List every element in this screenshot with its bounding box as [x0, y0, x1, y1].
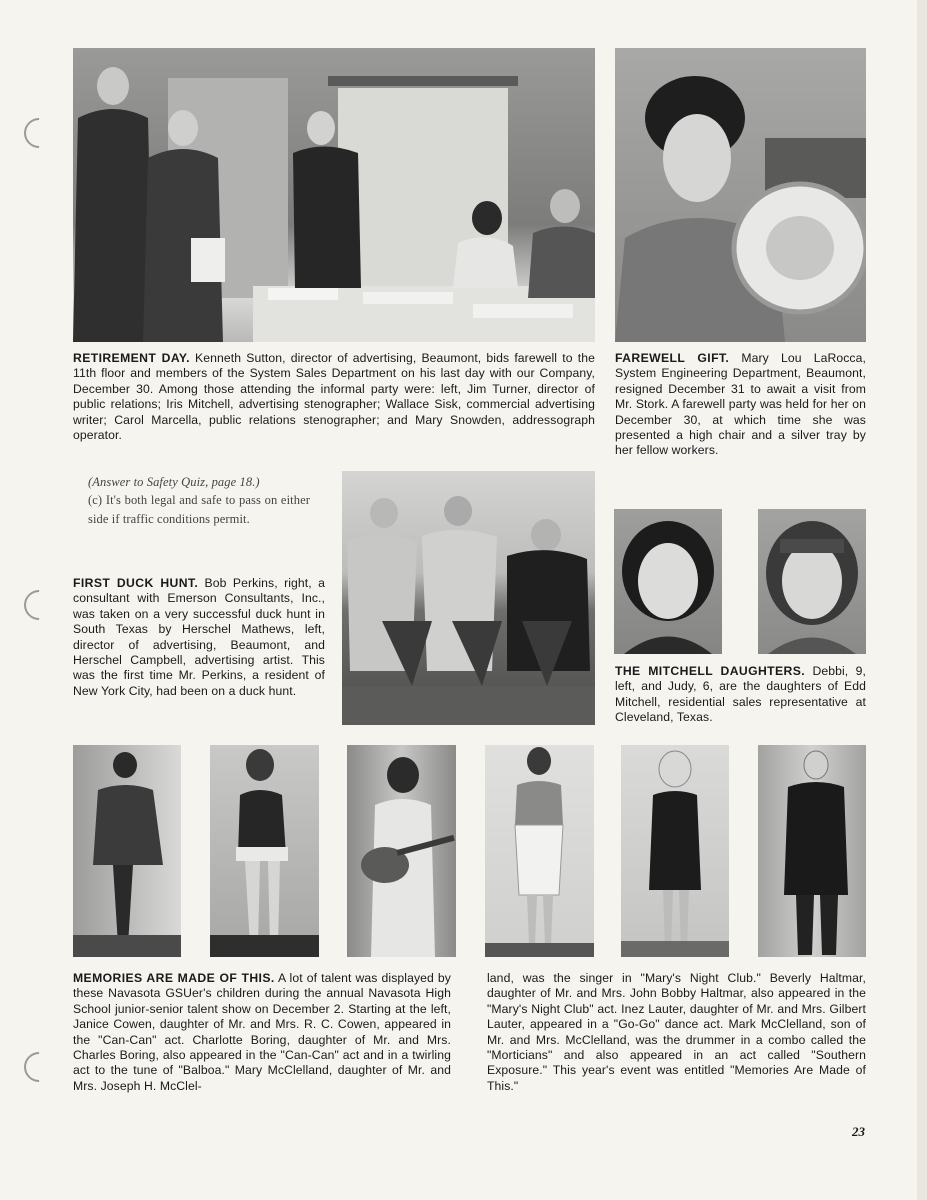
- safety-quiz-text: (c) It's both legal and safe to pass on either side if traffic conditions permit.: [88, 493, 310, 526]
- memories-caption-left: [73, 971, 451, 1094]
- memories-caption-right: [487, 971, 866, 1094]
- judy-mitchell-photo: [758, 509, 866, 654]
- caption-body: land, was the singer in "Mary's Night Club." Beverly Haltmar, daughter of Mr. and Mrs. John Bobby Haltmar, also appeared in the "Mary's Night Club" act. Inez Lauter, daughter of Mr. and Mrs. Gilbert Lauter, appeared in a "Go-Go" dance act. Mark McClelland, son of Mr. and Mrs. McClelland, was the drummer in a combo called the "Morticians" and also appeared in an act called "Southern Exposure." This year's event was entitled "Memories Are Made of This.": [487, 971, 866, 1093]
- page-edge: [917, 0, 927, 1200]
- retirement-party-photo: [73, 48, 595, 342]
- talent-photo-charlotte-boring: [210, 745, 319, 957]
- larocca-farewell-photo: [615, 48, 866, 342]
- talent-photo-beverly-haltmar: [485, 745, 594, 957]
- caption-body: Debbi, 9, left, and Judy, 6, are the daughters of Edd Mitchell, residential sales representative at Cleveland, Texas.: [615, 664, 867, 725]
- duck-hunt-caption: [73, 576, 325, 699]
- page-number: 23: [852, 1124, 865, 1139]
- caption-body: A lot of talent was displayed by these Navasota GSUer's children during the annual Navasota High School junior-senior talent show on December 2. Starting at the left, Janice Cowen, daughter of Mr. and Mrs. R. C. Cowen, appeared in the "Can-Can" act. Charlotte Boring, daughter of Mr. and Mrs. Charles Boring, also appeared in the "Can-Can" act and in a twirling act to the tune of "Balboa." Mary McClelland, daughter of Mr. and Mrs. Joseph H. McClel-: [73, 971, 451, 1093]
- talent-photo-mary-mcclelland: [347, 745, 456, 957]
- caption-heading: FIRST DUCK HUNT.: [73, 576, 199, 590]
- caption-body: Mary Lou LaRocca, System Engineering Department, Beaumont, resigned December 31 to await a visit from Mr. Stork. A farewell party was held for her on December 30, at which time she was presented a high chair and a silver tray by her fellow workers.: [615, 351, 866, 458]
- caption-body: Bob Perkins, right, a consultant with Emerson Consultants, Inc., was taken on a very successful duck hunt in South Texas by Herschel Mathews, left, director of advertising, Beaumont, and Herschel Campbell, advertising artist. This was the first time Mr. Perkins, a resident of New York City, had been on a duck hunt.: [73, 576, 325, 698]
- caption-heading: THE MITCHELL DAUGHTERS.: [615, 664, 806, 678]
- talent-photo-inez-lauter: [621, 745, 729, 957]
- retirement-caption: [73, 351, 595, 443]
- talent-photo-mark-mcclelland: [758, 745, 866, 957]
- debbi-mitchell-photo: [614, 509, 722, 654]
- caption-heading: FAREWELL GIFT.: [615, 351, 730, 365]
- talent-photo-janice-cowen: [73, 745, 181, 957]
- binder-hole: [18, 1046, 60, 1088]
- caption-body: Kenneth Sutton, director of advertising, Beaumont, bids farewell to the 11th floor and members of the System Sales Department on his last day with our Company, December 30. Among those attending the informal party were: left, Jim Turner, director of public relations; Iris Mitchell, advertising stenographer; Wallace Sisk, commercial advertising writer; Carol Marcella, public relations stenographer; and Mary Snowden, addressograph operator.: [73, 351, 595, 443]
- caption-heading: RETIREMENT DAY.: [73, 351, 190, 365]
- binder-hole: [18, 584, 60, 626]
- caption-heading: MEMORIES ARE MADE OF THIS.: [73, 971, 275, 985]
- duck-hunt-photo: [342, 471, 595, 725]
- safety-quiz-title: (Answer to Safety Quiz, page 18.): [88, 475, 260, 489]
- safety-quiz-answer: [88, 473, 310, 528]
- binder-hole: [18, 112, 60, 154]
- mitchell-caption: [615, 664, 866, 726]
- farewell-caption: [615, 351, 866, 459]
